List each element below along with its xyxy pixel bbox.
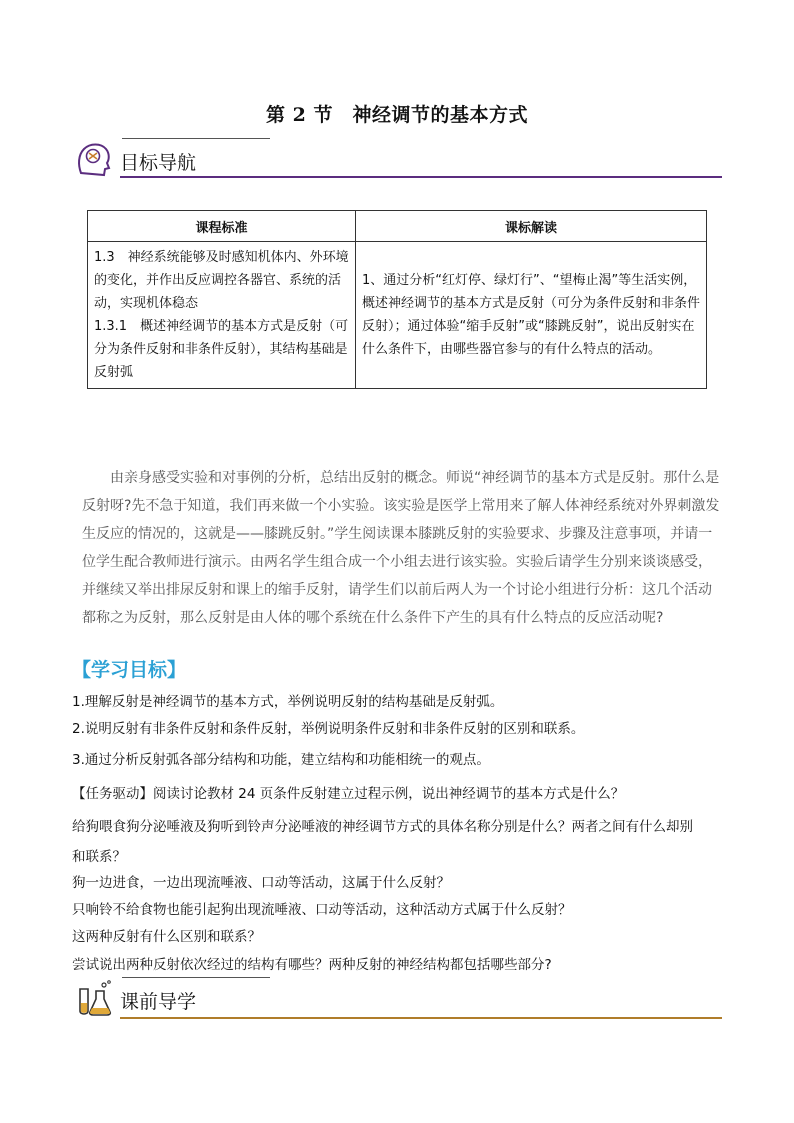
header-top-rule: [122, 138, 270, 139]
page-title: 第 2 节 神经调节的基本方式: [266, 104, 528, 126]
task-line: 【任务驱动】阅读讨论教材 24 页条件反射建立过程示例，说出神经调节的基本方式是什么？: [72, 786, 625, 802]
table-cell-interpretation: [356, 242, 707, 389]
standard-item: 1.3.1 概述神经调节的基本方式是反射（可分为条件反射和非条件反射），其结构基础是反射弧: [94, 319, 349, 380]
lab-flask-icon: [74, 979, 114, 1017]
learning-goal-item: 2.说明反射有非条件反射和条件反射，举例说明条件反射和非条件反射的区别和联系。: [72, 721, 585, 737]
learning-goal-item: 1.理解反射是神经调节的基本方式，举例说明反射的结构基础是反射弧。: [72, 694, 504, 710]
brain-head-icon: [74, 140, 114, 178]
curriculum-table: [87, 210, 707, 389]
intro-paragraph: 由亲身感受实验和对事例的分析，总结出反射的概念。师说“神经调节的基本方式是反射。那什么是反射呀?先不急于知道，我们再来做一个小实验。该实验是医学上常用来了解人体神经系统对外界刺激发生反应的情况的，这就是——膝跳反射。”学生阅读课本膝跳反射的实验要求、步骤及注意事项，并请一位学生配合教师进行演示。由两名学生组合成一个小组去进行该实验。实验后请学生分别来谈谈感受，并继续又举出排尿反射和课上的缩手反射，请学生们以前后两人为一个讨论小组进行分析：这几个活动都称之为反射，那么反射是由人体的哪个系统在什么条件下产生的具有什么特点的反应活动呢?: [82, 470, 720, 626]
learning-goal-item: 3.通过分析反射弧各部分结构和功能，建立结构和功能相统一的观点。: [72, 752, 490, 768]
interpretation-text: 1、通过分析“红灯停、绿灯行”、“望梅止渴”等生活实例，概述神经调节的基本方式是反射（可分为条件反射和非条件反射）；通过体验“缩手反射”或“膝跳反射”，说出反射实在什么条件下，由哪些器官参与的有什么特点的活动。: [362, 273, 701, 357]
task-line: 只响铃不给食物也能引起狗出现流唾液、口动等活动，这种活动方式属于什么反射？: [72, 902, 572, 918]
section-label: 课前导学: [120, 991, 197, 1013]
header-rule: [120, 1017, 722, 1019]
section-header-pre-study: [72, 977, 722, 1017]
learning-goals-title: 【学习目标】: [72, 659, 187, 681]
table-row: [88, 242, 707, 389]
table-header-cell: 课程标准: [88, 211, 356, 242]
table-header-row: [88, 211, 707, 242]
header-rule: [120, 176, 722, 178]
header-top-rule: [122, 977, 270, 978]
task-line: 这两种反射有什么区别和联系？: [72, 929, 261, 945]
table-header-cell: 课标解读: [356, 211, 707, 242]
task-line: 给狗喂食狗分泌唾液及狗听到铃声分泌唾液的神经调节方式的具体名称分别是什么？两者之间有什么却别: [72, 819, 693, 835]
task-line: 尝试说出两种反射依次经过的结构有哪些？两种反射的神经结构都包括哪些部分?: [72, 957, 552, 973]
task-line: 和联系？: [72, 849, 126, 865]
task-line: 狗一边进食，一边出现流唾液、口动等活动，这属于什么反射？: [72, 875, 450, 891]
section-header-goal: [72, 138, 722, 178]
section-label: 目标导航: [120, 152, 197, 174]
table-cell-standards: [88, 242, 356, 389]
standard-item: 1.3 神经系统能够及时感知机体内、外环境的变化，并作出反应调控各器官、系统的活动，实现机体稳态: [94, 250, 349, 311]
